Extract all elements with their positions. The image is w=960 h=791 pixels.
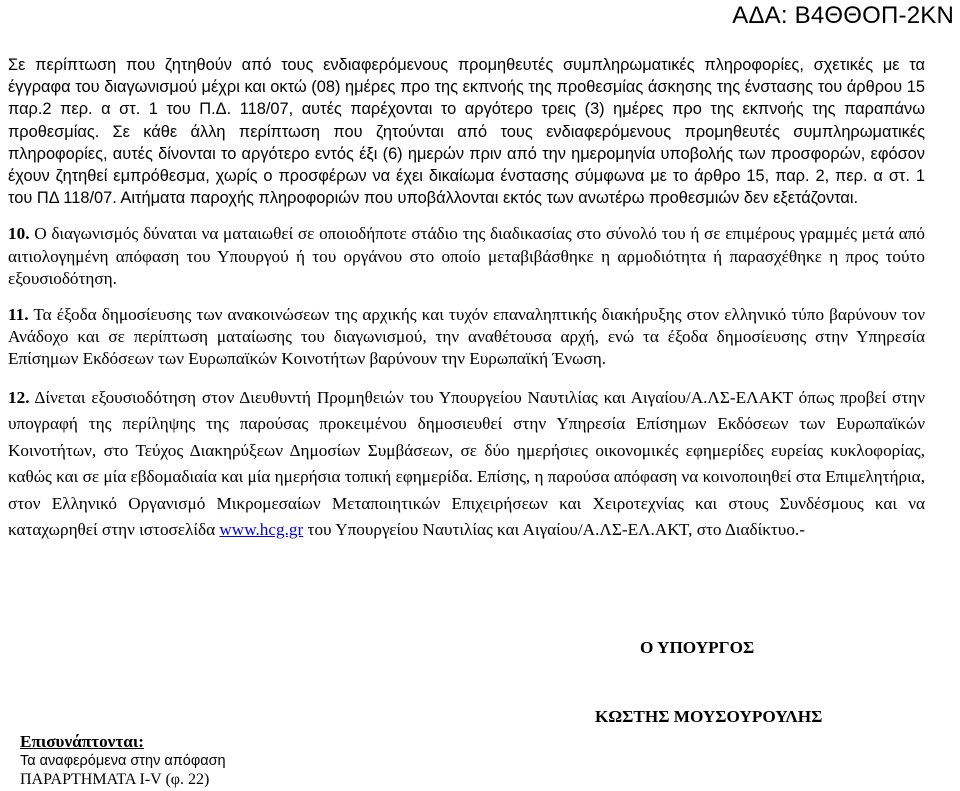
paragraph-clarifications (8, 54, 925, 209)
paragraph-11 (8, 304, 925, 371)
attachments-line-1: Τα αναφερόμενα στην απόφαση (20, 753, 226, 769)
ada-code: ΑΔΑ: Β4ΘΘΟΠ-2ΚΝ (732, 2, 954, 29)
attachments-heading: Επισυνάπτονται: (20, 732, 144, 751)
paragraph-12 (8, 385, 925, 544)
paragraph-11-text: Τα έξοδα δημοσίευσης των ανακοινώσεων της αρχικής και τυχόν επαναληπτικής διακήρυξης στον ελληνικό τύπο βαρύνουν τον Ανάδοχο και σε περίπτωση ματαίωσης του διαγωνισμού, την αναθέτουσα αρχή, ενώ τα έξοδα δημοσίευσης στην Υπηρεσία Επίσημων Εκδόσεων των Ευρωπαϊκών Κοινοτήτων βαρύνουν την Ευρωπαϊκή Ένωση. (8, 305, 925, 369)
paragraph-12-number: 12. (8, 387, 30, 407)
hcg-website-link[interactable]: www.hcg.gr (219, 520, 304, 540)
paragraph-11-number: 11. (8, 305, 29, 325)
clarifications-text-part1: Σε περίπτωση που ζητηθούν από τους ενδιαφερόμενους προμηθευτές συμπληρωματικές πληροφορίες, σχετικές με τα έγγραφα του διαγωνισμού μέχρι και οκτώ (08) ημέρες προ της εκπνοής της προθεσμίας άσκησης της ένστασης του άρθρου 15 παρ.2 περ. α στ. 1 του Π.Δ. 118/07, αυτές παρέχονται το αργότερο τρεις (3) ημέρες προ της εκπνοής της παραπάνω προθεσμίας. (8, 56, 925, 141)
paragraph-10 (8, 223, 925, 290)
paragraph-12-text-a: Δίνεται εξουσιοδότηση στον Διευθυντή Προμηθειών του Υπουργείου Ναυτιλίας και Αιγαίου/Α.ΛΣ-ΕΛΑΚΤ όπως προβεί στην υπογραφή της περίληψης της παρούσας προκειμένου δημοσιευθεί στην Υπηρεσία Επίσημων Εκδόσεων των Ευρωπαϊκών Κοινοτήτων, στο Τεύχος Διακηρύξεων Δημοσίων Συμβάσεων, σε δύο ημερήσιες οικονομικές εφημερίδες ευρείας κυκλοφορίας, καθώς και σε μία εβδομαδιαία και μία ημερήσια τοπική εφημερίδα. Επίσης, η παρούσα απόφαση να κοινοποιηθεί στα Επιμελητήρια, στον Ελληνικό Οργανισμό Μικρομεσαίων Μεταποιητικών Επιχειρήσεων και Χειροτεχνίας και στους Συνδέσμους και να καταχωρηθεί στην ιστοσελίδα (8, 387, 925, 540)
paragraph-10-text: Ο διαγωνισμός δύναται να ματαιωθεί σε οποιοδήποτε στάδιο της διαδικασίας στο σύνολό του ή σε επιμέρους γραμμές μετά από αιτιολογημένη απόφαση του Υπουργού ή του οργάνου στο οποίο μεταβιβάσθηκε η αρμοδιότητα ή παρασχέθηκε η προς τούτο εξουσιοδότηση. (8, 224, 926, 288)
signature-name: ΚΩΣΤΗΣ ΜΟΥΣΟΥΡΟΥΛΗΣ (595, 707, 823, 726)
document-body (8, 54, 925, 544)
attachments-line-2: ΠΑΡΑΡΤΗΜΑΤΑ I-V (φ. 22) (20, 771, 210, 788)
clarifications-text-part2: Σε κάθε άλλη περίπτωση που ζητούνται από τους ενδιαφερόμενους προμηθευτές συμπληρωματικές πληροφορίες, αυτές δίνονται το αργότερο εντός έξι (6) ημερών πριν από την ημερομηνία υποβολής των προσφορών, εφόσον έχουν ζητηθεί εμπρόθεσμα, χωρίς ο προσφέρων να έχει δικαίωμα ένστασης σύμφωνα με το άρθρο 15, παρ. 2, περ. α στ. 1 του ΠΔ 118/07. Αιτήματα παροχής πληροφοριών που υποβάλλονται εκτός των ανωτέρω προθεσμιών δεν εξετάζονται. (8, 122, 925, 208)
paragraph-12-text-b: του Υπουργείου Ναυτιλίας και Αιγαίου/Α.ΛΣ-ΕΛ.ΑΚΤ, στο Διαδίκτυο.- (307, 520, 805, 540)
paragraph-10-number: 10. (8, 224, 30, 244)
signature-title: Ο ΥΠΟΥΡΓΟΣ (640, 638, 755, 657)
